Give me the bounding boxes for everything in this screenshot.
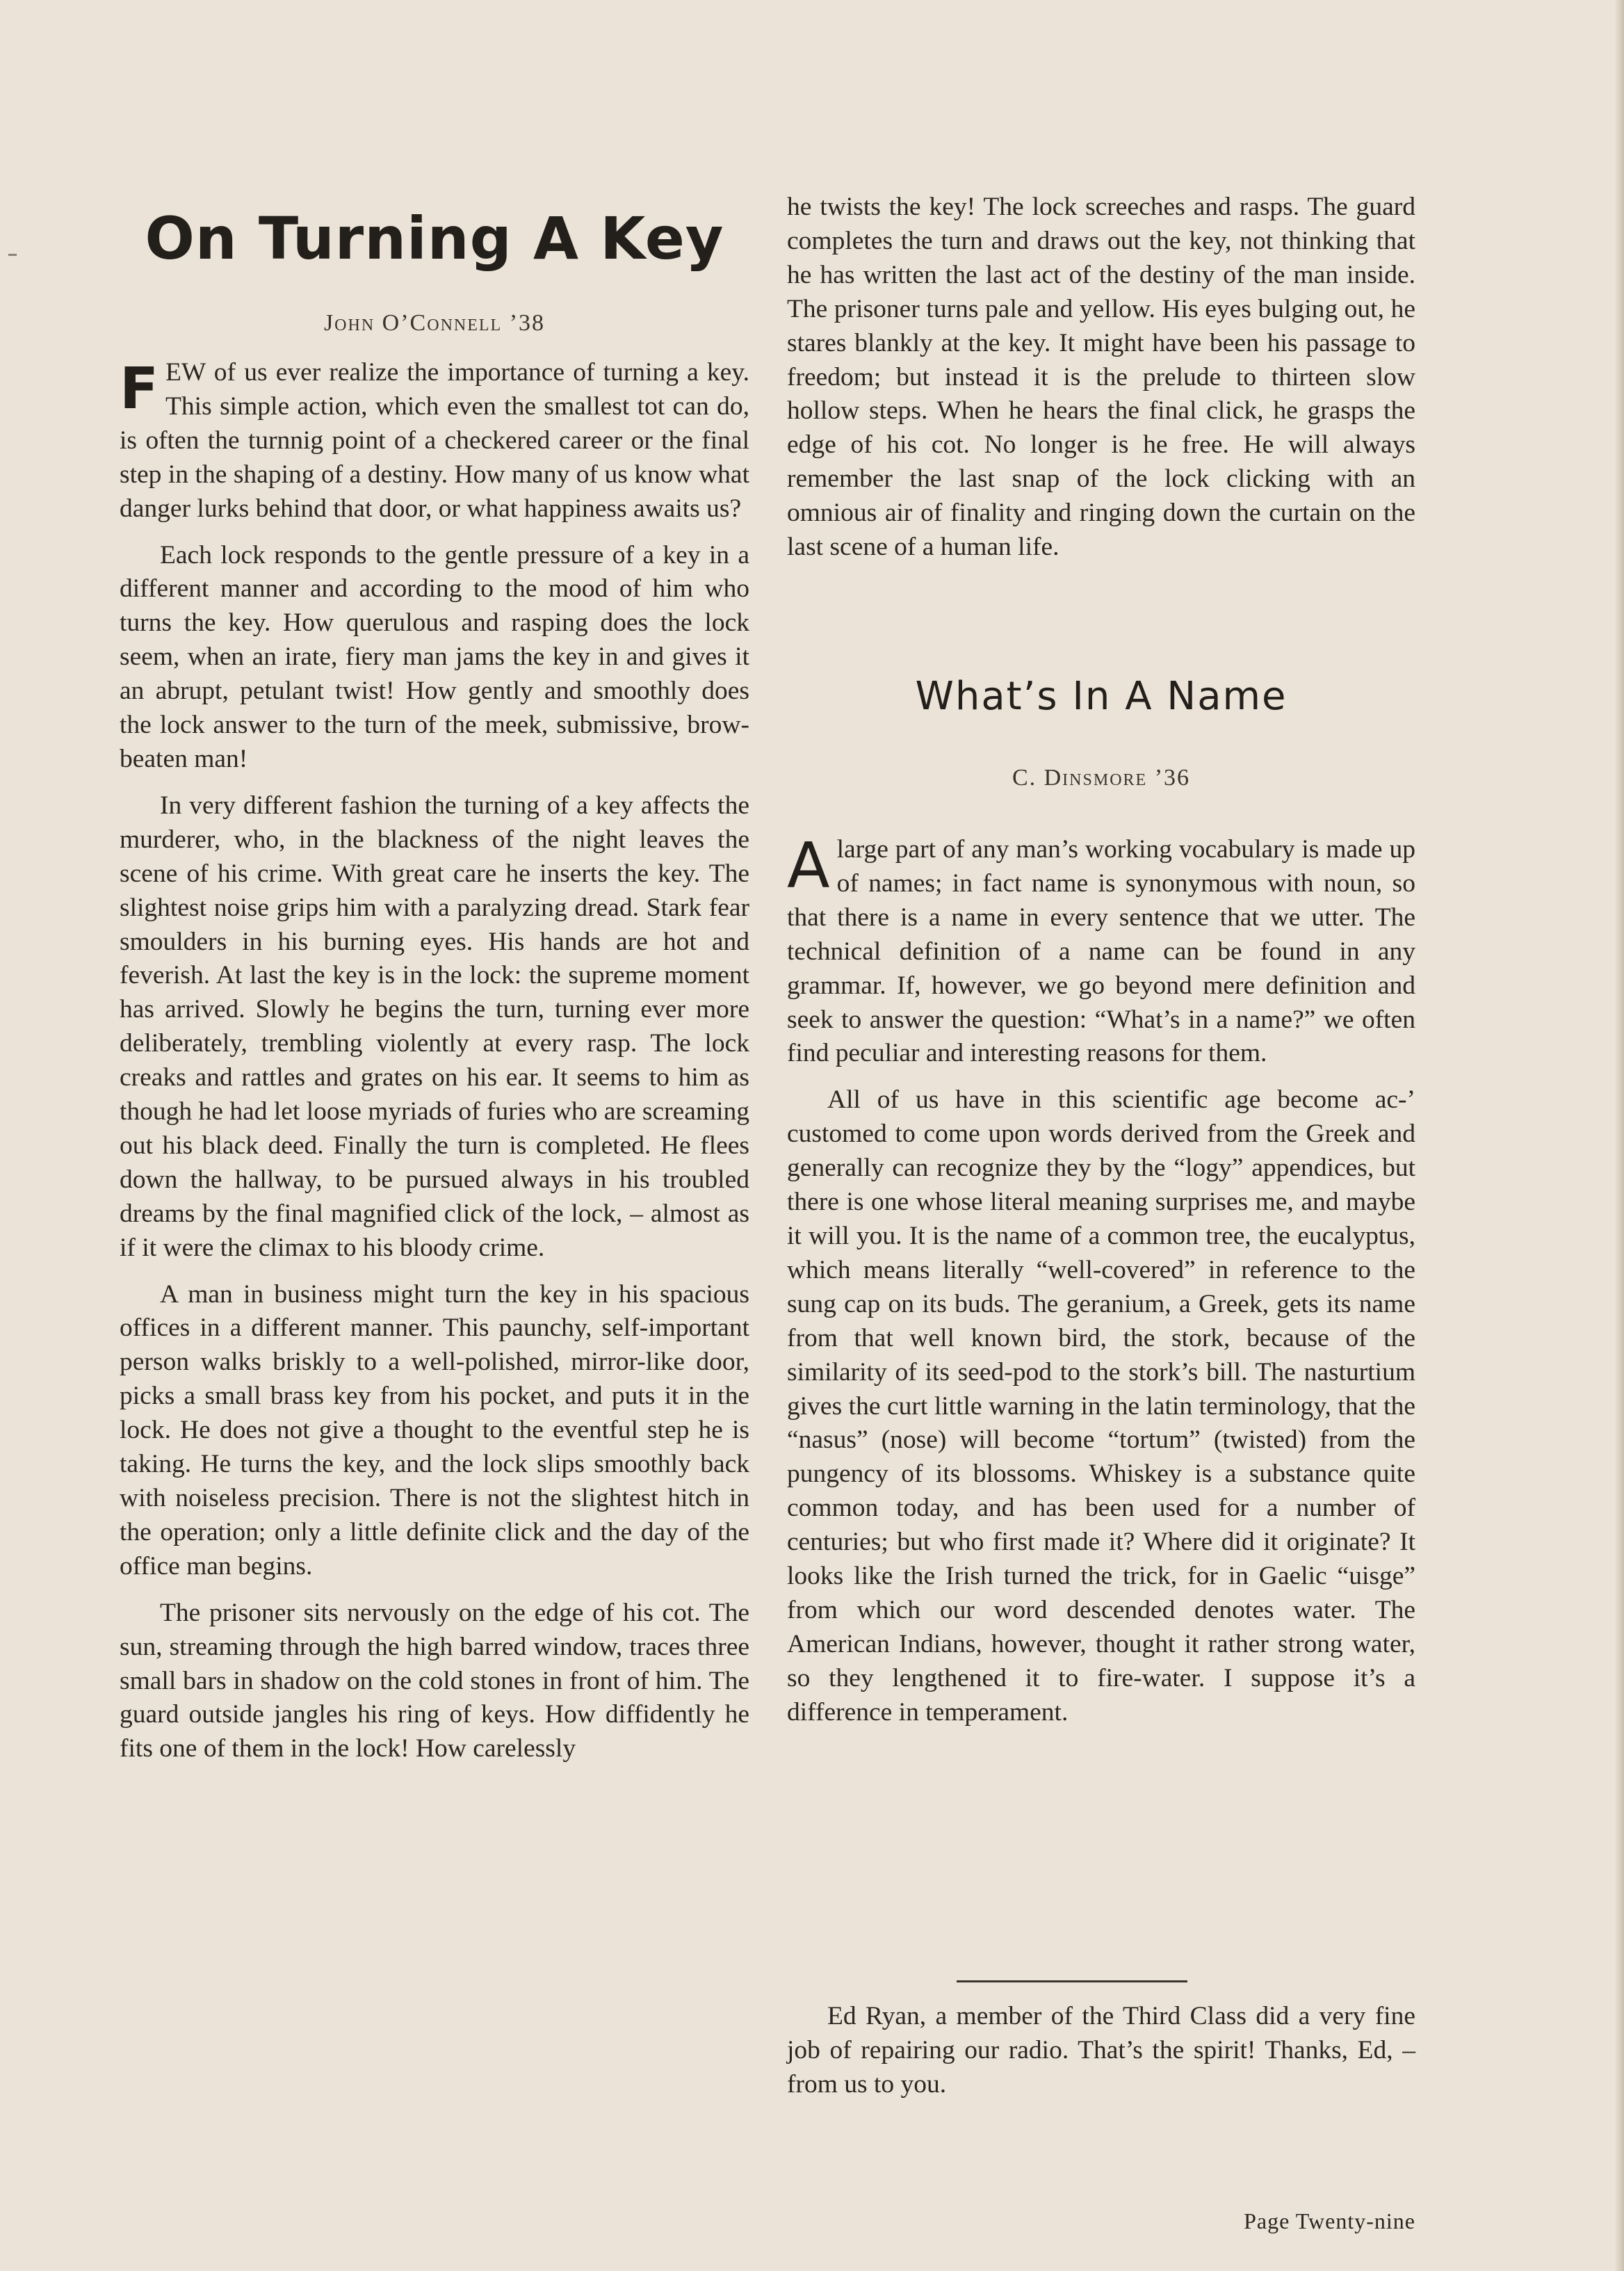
paragraph: In very different fashion the turning of a key affects the murderer, who, in the blackness of the night leaves the scene of his crime. With great care he inserts the key. The slightest noise grips him with a paralyzing dread. Stark fear smoulders in his burning eyes. His hands are hot and feverish. At last the key is in the lock: the supreme moment has arrived. Slowly he begins the turn, turning ever more deliberately, trembling violently at every rasp. The lock creaks and rattles and grates on his ear. It seems to him as though he had let loose myriads of furies who are screaming out his black deed. Finally the turn is completed. He flees down the hallway, to be pursued always in his troubled dreams by the final magnified click of the lock, – almost as if it were the climax to his bloody crime. <box>120 791 749 1262</box>
article-continuation <box>787 191 1415 577</box>
paragraph <box>787 830 1415 1071</box>
note-block <box>787 2000 1415 2115</box>
paragraph: he twists the key! The lock screeches and rasps. The guard completes the turn and draws out the key, not thinking that he has written the last act of the destiny of the man inside. The prisoner turns pale and yellow. His eyes bulging out, he stares blankly at the key. It might have been his passage to freedom; but instead it is the prelude to thirteen slow hollow steps. When he hears the final click, he grasps the edge of his cot. No longer is he free. He will always remember the last snap of the lock clicking with an omnious air of finality and ringing down the curtain on the last scene of a human life. <box>787 193 1415 562</box>
paragraph-text: EW of us ever realize the importance of turning a key. This simple action, which even the smallest tot can do, is often the turnnig point of a checkered career or the final step in the shaping of a destiny. How many of us know what danger lurks behind that door, or what happiness awaits us? <box>120 358 749 523</box>
article-body-whats-in-a-name <box>787 830 1415 1743</box>
paragraph: Each lock responds to the gentle pressure of a key in a different manner and according to the mood of him who turns the key. How querulous and rasping does the lock seem, when an irate, fiery man jams the key in and gives it an abrupt, petulant twist! How gently and smoothly does the lock answer to the turn of the meek, submissive, brow-beaten man! <box>120 540 749 773</box>
article-body-turning-a-key <box>120 356 749 1779</box>
note-paragraph: Ed Ryan, a member of the Third Class did a very fine job of repairing our radio. That’s the spirit! Thanks, Ed, – from us to you. <box>787 2002 1415 2099</box>
article-byline-oconnell: John O’Connell ’38 <box>323 310 546 336</box>
paragraph <box>120 356 749 526</box>
section-divider <box>957 1980 1187 1982</box>
page-number: Page Twenty-nine <box>1244 2208 1415 2233</box>
article-title-whats-in-a-name: What’s In A Name <box>915 674 1288 719</box>
paragraph-text: large part of any man’s working vocabulary is made up of names; in fact name is synonymous with noun, so that there is a name in every sentence that we utter. The technical definition of a name can be found in any grammar. If, however, we go beyond mere definition and seek to answer the question: “What’s in a name?” we often find peculiar and interesting reasons for them. <box>787 835 1415 1068</box>
article-title-turning-a-key: On Turning A Key <box>145 204 724 273</box>
margin-mark <box>8 254 17 256</box>
drop-cap: A <box>787 830 830 903</box>
paragraph: All of us have in this scientific age become ac-’ customed to come upon words derived from the Greek and generally can recognize they by the “logy” appendices, but there is one whose literal meaning surprises me, and maybe it will you. It is the name of a common tree, the eucalyptus, which means literally “well-covered” in reference to the sung cap on its buds. The geranium, a Greek, gets its name from that well known bird, the stork, because of the similarity of its seed-pod to the stork’s bill. The nasturtium gives the curt little warning in the latin terminology, that the “nasus” (nose) will become “tortum” (twisted) from the pungency of its blossoms. Whiskey is a substance quite common today, and has been used for a number of centuries; but who first made it? Where did it originate? It looks like the Irish turned the trick, for in Gaelic “uisge” from which our word descended denotes water. The American Indians, however, thought it rather strong water, so they lengthened it to fire-water. I suppose it’s a difference in temperament. <box>787 1085 1415 1727</box>
page-edge <box>1614 0 1624 2271</box>
paragraph: A man in business might turn the key in his spacious offices in a different manner. This paunchy, self-important person walks briskly to a well-polished, mirror-like door, picks a small brass key from his pocket, and puts it in the lock. He does not give a thought to the eventful step he is taking. He turns the key, and the lock slips smoothly back with noiseless precision. There is not the slightest hitch in the operation; only a little definite click and the day of the office man begins. <box>120 1279 749 1581</box>
article-byline-dinsmore: C. Dinsmore ’36 <box>1012 765 1191 791</box>
drop-cap: F <box>120 356 159 422</box>
paragraph: The prisoner sits nervously on the edge of his cot. The sun, streaming through the high barred window, traces three small bars in shadow on the cold stones in front of him. The guard outside jangles his ring of keys. How diffidently he fits one of them in the lock! How carelessly <box>120 1598 749 1763</box>
